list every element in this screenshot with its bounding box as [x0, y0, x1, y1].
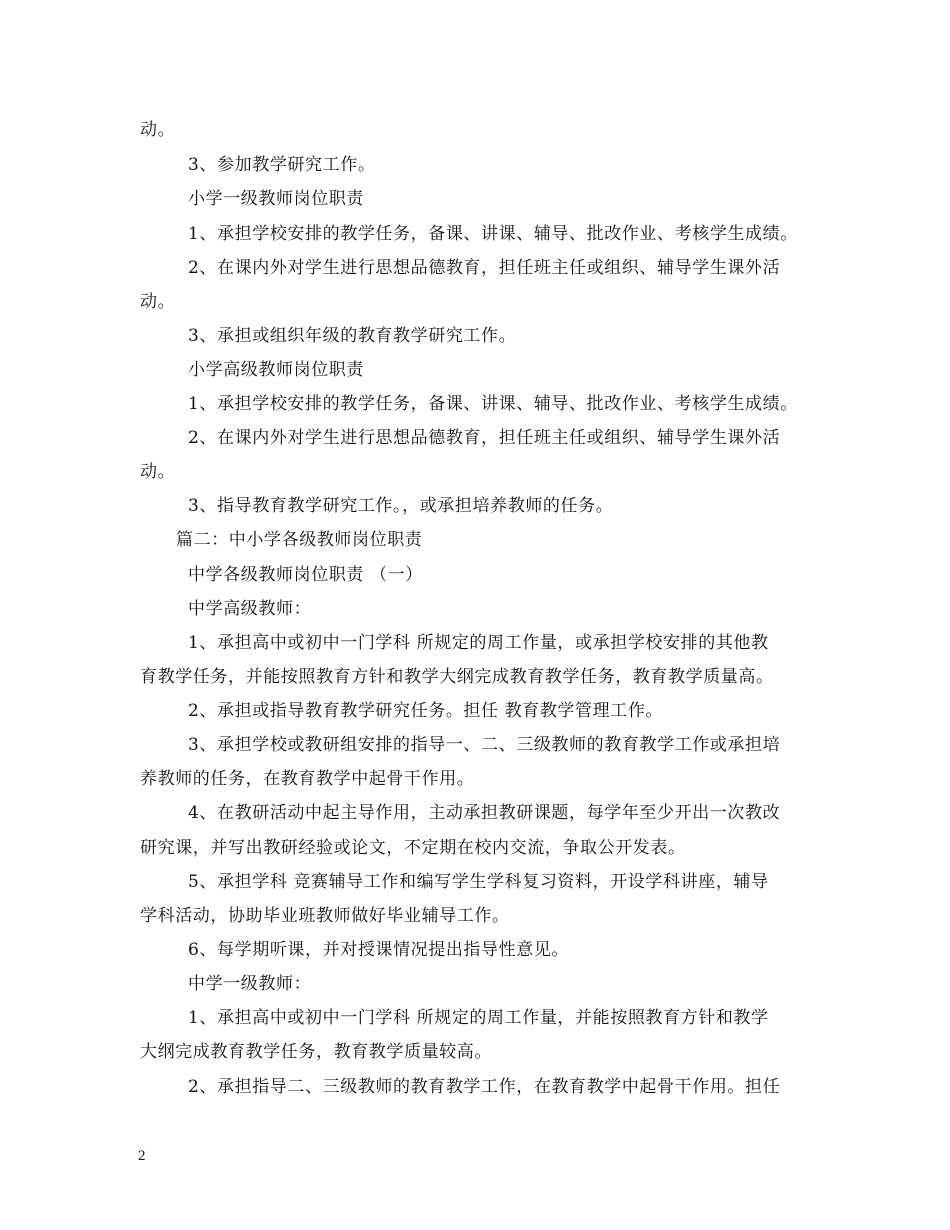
text-line: 6、每学期听课，并对授课情况提出指导性意见。 — [188, 940, 570, 960]
text-line: 研究课，并写出教研经验或论文，不定期在校内交流，争取公开发表。 — [140, 838, 686, 858]
text-line: 4、在教研活动中起主导作用，主动承担教研课题，每学年至少开出一次教改 — [188, 803, 781, 823]
text-line: 1、承担学校安排的教学任务，备课、讲课、辅导、批改作业、考核学生成绩。 — [188, 394, 798, 414]
text-line: 2、在课内外对学生进行思想品德教育，担任班主任或组织、辅导学生课外活 — [188, 258, 781, 278]
text-line: 动。 — [140, 120, 176, 140]
chapter-heading: 篇二：中小学各级教师岗位职责 — [176, 530, 423, 550]
text-line: 学科活动，协助毕业班教师做好毕业辅导工作。 — [140, 906, 510, 926]
section-heading: 小学一级教师岗位职责 — [188, 189, 364, 209]
page-number: 2 — [138, 1148, 146, 1164]
text-line: 动。 — [140, 292, 176, 312]
text-line: 3、指导教育教学研究工作。，或承担培养教师的任务。 — [188, 496, 614, 516]
section-heading: 小学高级教师岗位职责 — [188, 360, 364, 380]
text-line: 育教学任务，并能按照教育方针和教学大纲完成教育教学任务，教育教学质量高。 — [140, 667, 774, 687]
subsection-heading: 中学高级教师： — [188, 599, 312, 619]
text-line: 1、承担高中或初中一门学科 所规定的周工作量，并能按照教育方针和教学 — [188, 1008, 769, 1028]
text-line: 1、承担学校安排的教学任务，备课、讲课、辅导、批改作业、考核学生成绩。 — [188, 224, 798, 244]
text-line: 3、承担或组织年级的教育教学研究工作。 — [188, 326, 517, 346]
text-line: 3、参加教学研究工作。 — [188, 155, 376, 175]
text-line: 2、承担或指导教育教学研究任务。担任 教育教学管理工作。 — [188, 701, 664, 721]
text-line: 2、承担指导二、三级教师的教育教学工作，在教育教学中起骨干作用。担任 — [188, 1077, 781, 1097]
text-line: 1、承担高中或初中一门学科 所规定的周工作量，或承担学校安排的其他教 — [188, 633, 769, 653]
text-line: 2、在课内外对学生进行思想品德教育，担任班主任或组织、辅导学生课外活 — [188, 428, 781, 448]
subsection-heading: 中学一级教师： — [188, 974, 312, 994]
text-line: 动。 — [140, 462, 176, 482]
text-line: 养教师的任务，在教育教学中起骨干作用。 — [140, 769, 475, 789]
text-line: 大纲完成教育教学任务，教育教学质量较高。 — [140, 1042, 492, 1062]
section-heading: 中学各级教师岗位职责 （一） — [188, 565, 423, 585]
text-line: 5、承担学科 竞赛辅导工作和编写学生学科复习资料，开设学科讲座，辅导 — [188, 872, 769, 892]
text-line: 3、承担学校或教研组安排的指导一、二、三级教师的教育教学工作或承担培 — [188, 735, 781, 755]
